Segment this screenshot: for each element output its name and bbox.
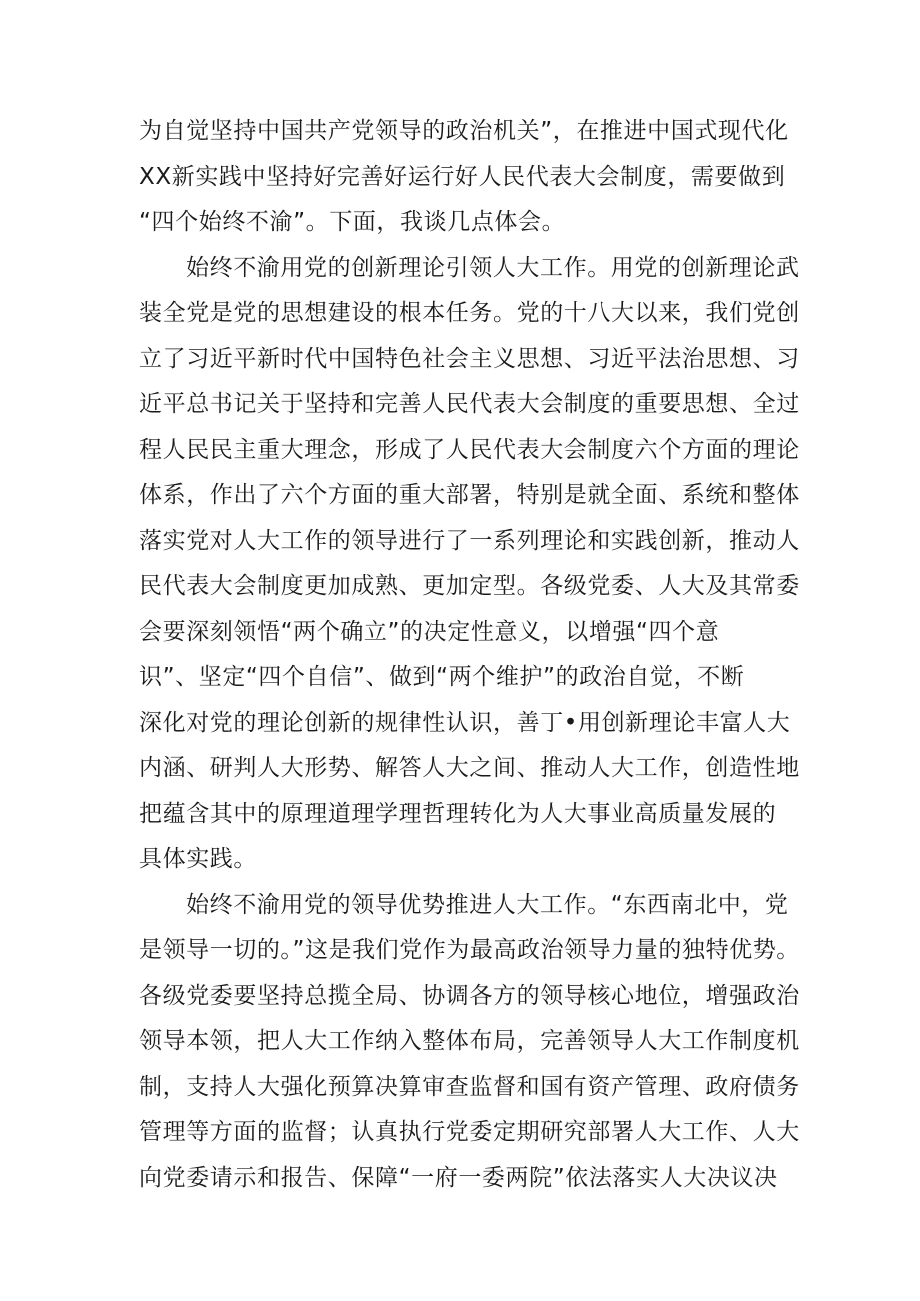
text-line: 内涵、研判人大形势、解答人大之间、推动人大工作，创造性地 [139,755,800,781]
text-line: 近平总书记关于坚持和完善人民代表大会制度的重要思想、全过 [139,391,800,417]
text-line: 装全党是党的思想建设的根本任务。党的十八大以来，我们党创 [139,300,800,326]
text-line: 立了习近平新时代中国特色社会主义思想、习近平法治思想、习 [139,346,800,372]
paragraph-start-line: 始终不渝用党的领导优势推进人大工作。“东西南北中，党 [186,892,789,918]
text-line: 管理等方面的监督；认真执行党委定期研究部署人大工作、人大 [139,1119,800,1145]
text-line: 把蕴含其中的原理道理学理哲理转化为人大事业高质量发展的 [139,801,777,827]
text-line: 程人民民主重大理念，形成了人民代表大会制度六个方面的理论 [139,437,800,463]
text-line: 具体实践。 [139,846,257,872]
text-line: 各级党委要坚持总揽全局、协调各方的领导核心地位，增强政治 [139,983,800,1009]
paragraph-start-line: 始终不渝用党的创新理论引领人大工作。用党的创新理论武 [186,255,800,281]
text-line: 深化对党的理论创新的规律性认识，善丁•用创新理论丰富人大 [139,710,791,736]
text-line: 落实党对人大工作的领导进行了一系列理论和实践创新，推动人 [139,528,800,554]
text-line: 体系，作出了六个方面的重大部署，特别是就全面、系统和整体 [139,482,800,508]
text-line: 是领导一切的。”这是我们党作为最高政治领导力量的独特优势。 [139,937,800,963]
text-line: 为自觉坚持中国共产党领导的政治机关”，在推进中国式现代化 [139,118,789,144]
text-line: 识”、坚定“四个自信”、做到“两个维护”的政治自觉，不断 [139,664,745,690]
text-line: XX新实践中坚持好完善好运行好人民代表大会制度，需要做到 [139,164,786,190]
text-line: 领导本领，把人大工作纳入整体布局，完善领导人大工作制度机 [139,1028,800,1054]
text-line: 民代表大会制度更加成熟、更加定型。各级党委、人大及其常委 [139,573,800,599]
text-line: 向党委请示和报告、保障“一府一委两院”依法落实人大决议决 [139,1165,778,1191]
text-line: 制，支持人大强化预算决算审查监督和国有资产管理、政府债务 [139,1074,800,1100]
text-line: “四个始终不渝”。下面，我谈几点体会。 [139,209,566,235]
text-line: 会要深刻领悟“两个确立”的决定性意义，以增强“四个意 [139,619,720,645]
